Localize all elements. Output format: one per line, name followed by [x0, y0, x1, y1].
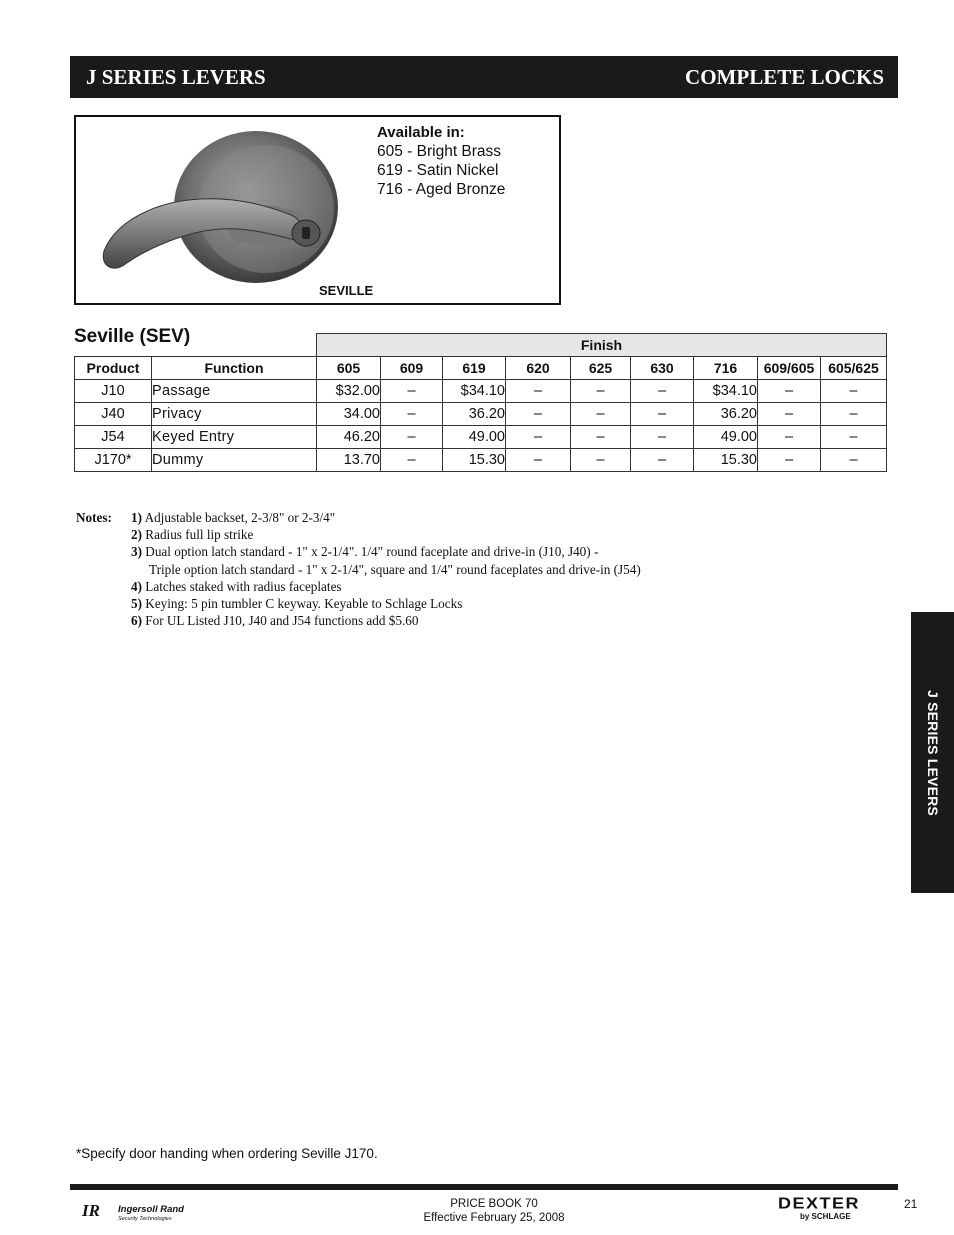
blank-header	[75, 334, 317, 357]
function-cell: Dummy	[152, 448, 317, 471]
column-header: 620	[506, 356, 571, 379]
price-cell: 15.30	[694, 448, 758, 471]
note-item	[131, 543, 831, 560]
price-cell: –	[758, 448, 821, 471]
ir-badge: IR	[82, 1201, 100, 1220]
dexter-logo	[778, 1195, 888, 1223]
note-text: Triple option latch standard - 1" x 2-1/4", square and 1/4" round faceplates and drive-in (J54)	[149, 561, 641, 577]
price-cell: –	[758, 379, 821, 402]
note-paren: )	[137, 510, 142, 525]
footer-rule	[70, 1184, 898, 1190]
table-row	[75, 425, 887, 448]
product-box	[74, 115, 561, 305]
price-cell: $34.10	[443, 379, 506, 402]
note-paren: )	[137, 578, 142, 594]
side-tab-label: J SERIES LEVERS	[924, 689, 941, 816]
price-cell: 34.00	[317, 402, 381, 425]
price-cell: 36.20	[443, 402, 506, 425]
column-header: Product	[75, 356, 152, 379]
price-cell: –	[571, 448, 631, 471]
table-row	[75, 448, 887, 471]
price-cell: –	[381, 379, 443, 402]
note-text: Radius full lip strike	[142, 527, 254, 543]
price-cell: –	[821, 402, 887, 425]
price-cell: –	[821, 379, 887, 402]
note-paren: )	[137, 613, 142, 629]
note-paren: )	[137, 544, 142, 560]
column-header: 619	[443, 356, 506, 379]
note-item	[131, 526, 831, 543]
price-cell: –	[506, 448, 571, 471]
price-cell: 36.20	[694, 402, 758, 425]
table-row	[75, 402, 887, 425]
effective-date: Effective February 25, 2008	[423, 1212, 565, 1224]
price-book-info	[394, 1197, 594, 1225]
column-header: 630	[631, 356, 694, 379]
dexter-by-schlage: by SCHLAGE	[800, 1212, 851, 1221]
column-header: 609	[381, 356, 443, 379]
dexter-wordmark: DEXTER	[778, 1195, 861, 1212]
price-cell: –	[381, 448, 443, 471]
price-cell: –	[381, 425, 443, 448]
price-cell: –	[571, 425, 631, 448]
note-item	[131, 509, 831, 526]
note-number: 5	[131, 596, 138, 612]
notes-list	[131, 509, 831, 629]
note-paren: )	[137, 527, 142, 543]
note-item	[131, 612, 831, 629]
note-number: 2	[131, 527, 138, 543]
ir-subtitle: Security Technologies	[118, 1216, 172, 1222]
price-cell: –	[821, 448, 887, 471]
price-cell: –	[506, 402, 571, 425]
ingersoll-rand-logo	[82, 1199, 192, 1225]
note-text: Keying: 5 pin tumbler C keyway. Keyable to Schlage Locks	[142, 596, 463, 612]
category-heading: COMPLETE LOCKS	[685, 65, 884, 89]
note-item	[131, 595, 831, 612]
column-header: 605/625	[821, 356, 887, 379]
price-cell: –	[381, 402, 443, 425]
product-cell: J170*	[75, 448, 152, 471]
price-cell: –	[571, 402, 631, 425]
column-header: 605	[317, 356, 381, 379]
price-cell: –	[631, 448, 694, 471]
image-caption: SEVILLE	[319, 283, 374, 298]
price-cell: –	[631, 425, 694, 448]
footnote: *Specify door handing when ordering Seville J170.	[76, 1146, 378, 1161]
note-text: Adjustable backset, 2-3/8" or 2-3/4"	[142, 510, 336, 525]
side-tab	[911, 612, 954, 893]
price-cell: –	[506, 425, 571, 448]
column-header: 625	[571, 356, 631, 379]
price-cell: 46.20	[317, 425, 381, 448]
page-number: 21	[904, 1197, 918, 1211]
note-number: 4	[131, 578, 138, 594]
function-cell: Passage	[152, 379, 317, 402]
price-cell: –	[758, 402, 821, 425]
finish-option: 605 - Bright Brass	[377, 143, 502, 160]
price-cell: –	[821, 425, 887, 448]
note-text: Latches staked with radius faceplates	[142, 578, 342, 594]
finish-option: 716 - Aged Bronze	[377, 181, 506, 198]
price-cell: –	[506, 379, 571, 402]
column-header: 609/605	[758, 356, 821, 379]
note-number: 1	[131, 510, 138, 525]
price-table	[74, 333, 887, 472]
product-code: (SEV)	[139, 326, 191, 347]
note-item-continued	[131, 561, 831, 578]
price-cell: $32.00	[317, 379, 381, 402]
notes-label: Notes:	[76, 510, 112, 525]
price-book-title: PRICE BOOK 70	[450, 1198, 538, 1210]
price-cell: –	[631, 379, 694, 402]
available-finishes	[377, 123, 505, 199]
note-number: 3	[131, 544, 138, 560]
price-cell: –	[571, 379, 631, 402]
price-cell: 13.70	[317, 448, 381, 471]
price-cell: –	[758, 425, 821, 448]
product-cell: J40	[75, 402, 152, 425]
header-bar	[70, 56, 898, 98]
price-cell: 49.00	[443, 425, 506, 448]
table-row	[75, 379, 887, 402]
price-cell: $34.10	[694, 379, 758, 402]
product-cell: J54	[75, 425, 152, 448]
finish-option: 619 - Satin Nickel	[377, 162, 499, 179]
lever-lock-image	[96, 131, 346, 291]
note-paren: )	[137, 596, 142, 612]
column-header: Function	[152, 356, 317, 379]
note-item	[131, 578, 831, 595]
product-cell: J10	[75, 379, 152, 402]
price-cell: –	[631, 402, 694, 425]
column-headers	[75, 356, 887, 379]
ir-name: Ingersoll Rand	[118, 1204, 184, 1215]
function-cell: Privacy	[152, 402, 317, 425]
note-number: 6	[131, 613, 138, 629]
price-cell: 49.00	[694, 425, 758, 448]
product-name: Seville	[74, 326, 135, 347]
finish-header: Finish	[317, 334, 887, 357]
price-cell: 15.30	[443, 448, 506, 471]
column-header: 716	[694, 356, 758, 379]
available-label: Available in:	[377, 124, 465, 141]
note-text: For UL Listed J10, J40 and J54 functions add $5.60	[142, 613, 419, 629]
function-cell: Keyed Entry	[152, 425, 317, 448]
note-text: Dual option latch standard - 1" x 2-1/4". 1/4" round faceplate and drive-in (J10, J40) -	[142, 544, 599, 560]
section-heading: J SERIES LEVERS	[86, 65, 266, 89]
